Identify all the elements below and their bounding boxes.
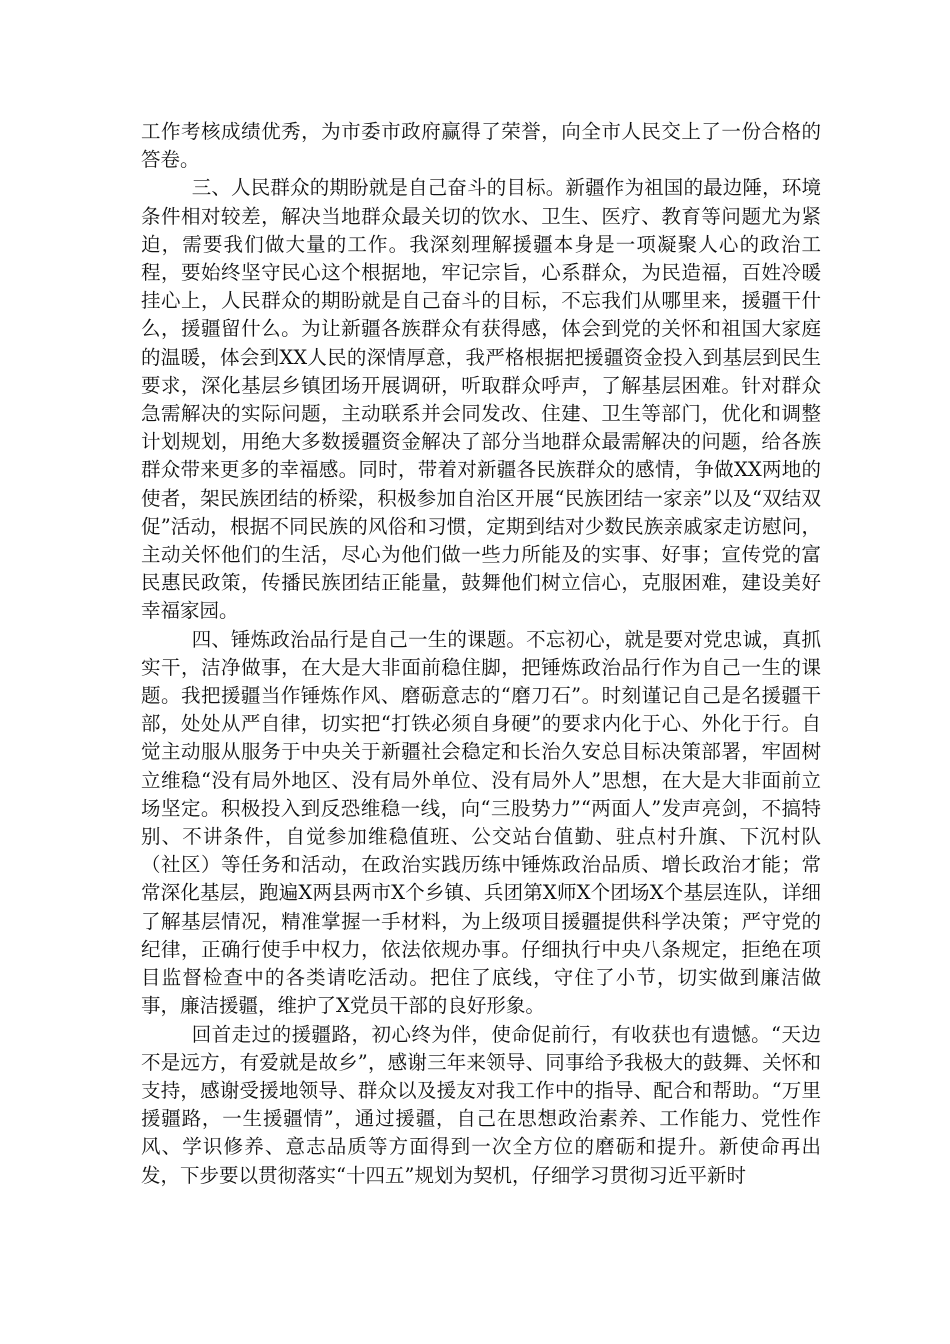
paragraph-section-four: 四、锤炼政治品行是自己一生的课题。不忘初心，就是要对党忠诚，真抓实干，洁净做事，在大是大非面前稳住脚，把锤炼政治品行作为自己一生的课题。我把援疆当作锤炼作风、磨砺意志的“磨刀石”。时刻谨记自己是名援疆干部，处处从严自律，切实把“打铁必须自身硬”的要求内化于心、外化于行。自觉主动服从服务于中央关于新疆社会稳定和长治久安总目标决策部署，牢固树立维稳“没有局外地区、没有局外单位、没有局外人”思想，在大是大非面前立场坚定。积极投入到反恐维稳一线，向“三股势力”“两面人”发声亮剑，不搞特别、不讲条件，自觉参加维稳值班、公交站台值勤、驻点村升旗、下沉村队（社区）等任务和活动，在政治实践历练中锤炼政治品质、增长政治才能；常常深化基层，跑遍X两县两市X个乡镇、兵团第X师X个团场X个基层连队，详细了解基层情况，精准掌握一手材料，为上级项目援疆提供科学决策；严守党的纪律，正确行使手中权力，依法依规办事。仔细执行中央八条规定，拒绝在项目监督检查中的各类请吃活动。把住了底线，守住了小节，切实做到廉洁做事，廉洁援疆，维护了X党员干部的良好形象。 [141, 627, 821, 1018]
paragraph-section-three: 三、人民群众的期盼就是自己奋斗的目标。新疆作为祖国的最边陲，环境条件相对较差，解决当地群众最关切的饮水、卫生、医疗、教育等问题尤为紧迫，需要我们做大量的工作。我深刻理解援疆本身是一项凝聚人心的政治工程，要始终坚守民心这个根据地，牢记宗旨，心系群众，为民造福，百姓冷暖挂心上，人民群众的期盼就是自己奋斗的目标，不忘我们从哪里来，援疆干什么，援疆留什么。为让新疆各族群众有获得感，体会到党的关怀和祖国大家庭的温暖，体会到XX人民的深情厚意，我严格根据把援疆资金投入到基层到民生要求，深化基层乡镇团场开展调研，听取群众呼声，了解基层困难。针对群众急需解决的实际问题，主动联系并会同发改、住建、卫生等部门，优化和调整计划规划，用绝大多数援疆资金解决了部分当地群众最需解决的问题，给各族群众带来更多的幸福感。同时，带着对新疆各民族群众的感情，争做XX两地的使者，架民族团结的桥梁，积极参加自治区开展“民族团结一家亲”以及“双结双促”活动，根据不同民族的风俗和习惯，定期到结对少数民族亲戚家走访慰问，主动关怀他们的生活，尽心为他们做一些力所能及的实事、好事；宣传党的富民惠民政策，传播民族团结正能量，鼓舞他们树立信心，克服困难，建设美好幸福家园。 [141, 176, 821, 623]
paragraph-closing: 回首走过的援疆路，初心终为伴，使命促前行，有收获也有遗憾。“天边不是远方，有爱就是故乡”，感谢三年来领导、同事给予我极大的鼓舞、关怀和支持，感谢受援地领导、群众以及援友对我工作中的指导、配合和帮助。“万里援疆路，一生援疆情”，通过援疆，自己在思想政治素养、工作能力、党性作风、学识修养、意志品质等方面得到一次全方位的磨砺和提升。新使命再出发，下步要以贯彻落实“十四五”规划为契机，仔细学习贯彻习近平新时 [141, 1022, 821, 1187]
document-body [141, 118, 821, 1190]
paragraph-continuation: 工作考核成绩优秀，为市委市政府赢得了荣誉，向全市人民交上了一份合格的答卷。 [141, 120, 821, 172]
